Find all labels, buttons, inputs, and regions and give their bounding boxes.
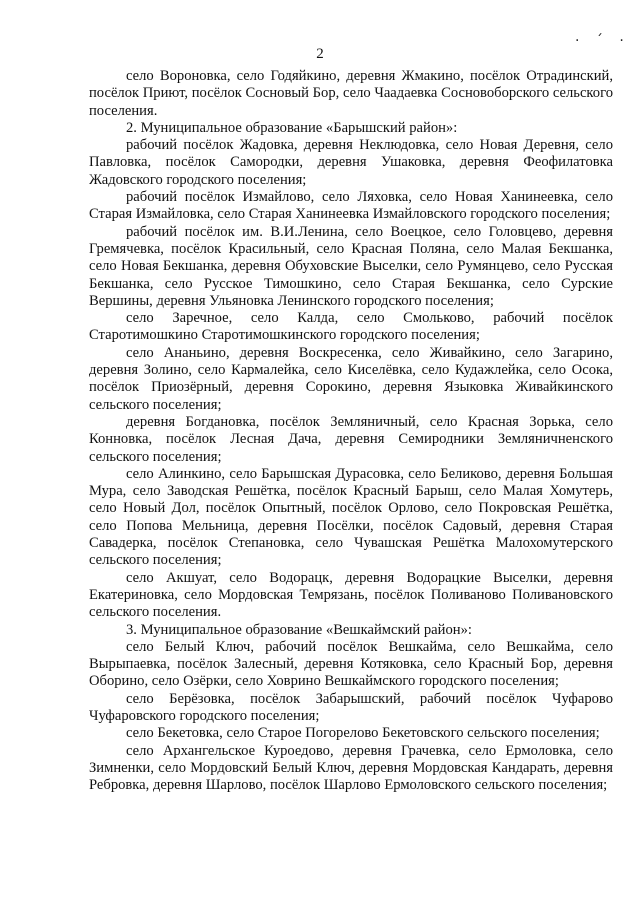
document-body (89, 68, 613, 794)
page-number: 2 (316, 46, 324, 62)
paragraph: село Берёзовка, посёлок Забарышский, рабочий посёлок Чуфарово Чуфаровского городского поселения; (89, 690, 613, 724)
paragraph: село Заречное, село Калда, село Смольково, рабочий посёлок Старотимошкино Старотимошкинского городского поселения; (89, 310, 613, 344)
paragraph: село Вороновка, село Годяйкино, деревня Жмакино, посёлок Отрадинский, посёлок Приют, посёлок Сосновый Бор, село Чаадаевка Сосновоборского сельского поселения. (89, 68, 613, 119)
corner-marks: · ´ · (575, 33, 630, 49)
paragraph: село Архангельское Куроедово, деревня Грачевка, село Ермоловка, село Зимненки, село Мордовский Белый Ключ, деревня Мордовская Кандарать, деревня Ребровка, деревня Шарлово, посёлок Шарлово Ермоловского сельского поселения; (89, 742, 613, 794)
paragraph: село Ананьино, деревня Воскресенка, село Живайкино, село Загарино, деревня Золино, село Кармалейка, село Киселёвка, село Кудажлейка, село Осока, посёлок Приозёрный, деревня Сорокино, деревня Языковка Живайкинского сельского поселения; (89, 344, 613, 413)
paragraph: деревня Богдановка, посёлок Земляничный, село Красная Зорька, село Конновка, посёлок Лесная Дача, деревня Семиродники Земляничненского сельского поселения; (89, 413, 613, 465)
paragraph: рабочий посёлок Жадовка, деревня Неклюдовка, село Новая Деревня, село Павловка, посёлок Самородки, деревня Ушаковка, деревня Феофилатовка Жадовского городского поселения; (89, 137, 613, 188)
paragraph: рабочий посёлок им. В.И.Ленина, село Воецкое, село Головцево, деревня Гремячевка, посёлок Красильный, село Красная Поляна, село Малая Бекшанка, село Новая Бекшанка, деревня Обуховские Выселки, село Румянцево, село Русская Бекшанка, село Русское Тимошкино, село Старая Бекшанка, село Сурские Вершины, деревня Ульяновка Ленинского городского поселения; (89, 223, 613, 309)
paragraph: село Бекетовка, село Старое Погорелово Бекетовского сельского поселения; (126, 725, 600, 742)
section-heading-veshkayma: 3. Муниципальное образование «Вешкаймский район»: (126, 621, 472, 638)
paragraph: рабочий посёлок Измайлово, село Ляховка, село Новая Ханинеевка, село Старая Измайловка, село Старая Ханинеевка Измайловского городского поселения; (89, 189, 613, 223)
paragraph: село Белый Ключ, рабочий посёлок Вешкайма, село Вешкайма, село Вырыпаевка, посёлок Залесный, деревня Котяковка, село Красный Бор, деревня Оборино, село Озёрки, село Ховрино Вешкаймского городского поселения; (89, 638, 613, 690)
paragraph: село Акшуат, село Водорацк, деревня Водорацкие Выселки, деревня Екатериновка, село Мордовская Темрязань, посёлок Поливаново Поливановского сельского поселения. (89, 569, 613, 621)
section-heading-barysh: 2. Муниципальное образование «Барышский район»: (126, 119, 458, 136)
paragraph: село Алинкино, село Барышская Дурасовка, село Беликово, деревня Большая Мура, село Заводская Решётка, посёлок Красный Барыш, село Малая Хомутерь, село Новый Дол, посёлок Опытный, посёлок Орлово, село Покровская Решётка, село Попова Мельница, деревня Посёлки, посёлок Садовый, деревня Старая Савадерка, посёлок Степановка, село Чувашская Решётка Малохомутерского сельского поселения; (89, 465, 613, 569)
